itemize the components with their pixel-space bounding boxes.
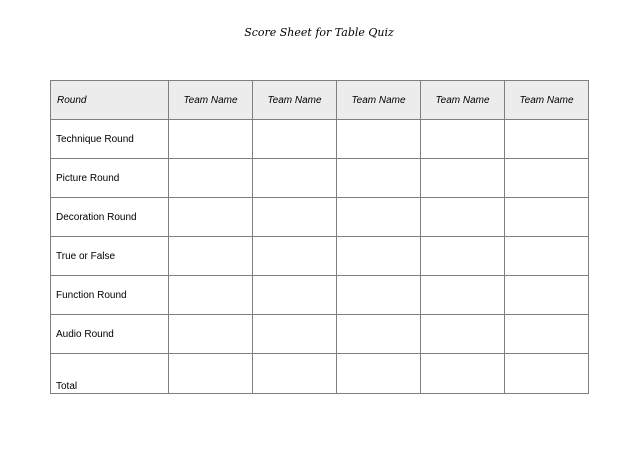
score-cell: [337, 237, 421, 276]
score-cell: [421, 276, 505, 315]
header-row: [51, 81, 589, 120]
total-cell: [421, 354, 505, 394]
score-cell: [337, 315, 421, 354]
column-header-team-2: Team Name: [253, 81, 337, 120]
row-label: True or False: [51, 237, 169, 276]
total-row: [51, 354, 589, 394]
score-cell: [337, 276, 421, 315]
score-cell: [169, 120, 253, 159]
row-label: Picture Round: [51, 159, 169, 198]
score-cell: [505, 237, 589, 276]
table-row: [51, 315, 589, 354]
table-row: [51, 237, 589, 276]
score-cell: [337, 198, 421, 237]
score-cell: [169, 237, 253, 276]
score-cell: [337, 120, 421, 159]
score-cell: [505, 315, 589, 354]
row-label: Function Round: [51, 276, 169, 315]
score-cell: [253, 120, 337, 159]
column-header-team-5: Team Name: [505, 81, 589, 120]
score-cell: [253, 237, 337, 276]
score-cell: [253, 198, 337, 237]
total-cell: [337, 354, 421, 394]
score-cell: [505, 276, 589, 315]
score-cell: [253, 315, 337, 354]
total-cell: [253, 354, 337, 394]
score-cell: [421, 237, 505, 276]
score-cell: [169, 159, 253, 198]
column-header-team-1: Team Name: [169, 81, 253, 120]
score-cell: [421, 315, 505, 354]
table-row: [51, 276, 589, 315]
column-header-team-4: Team Name: [421, 81, 505, 120]
row-label: Technique Round: [51, 120, 169, 159]
total-cell: [169, 354, 253, 394]
score-cell: [169, 315, 253, 354]
score-cell: [253, 159, 337, 198]
column-header-round: Round: [51, 81, 169, 120]
score-cell: [253, 276, 337, 315]
score-cell: [169, 198, 253, 237]
row-label: Audio Round: [51, 315, 169, 354]
score-cell: [169, 276, 253, 315]
score-cell: [337, 159, 421, 198]
score-cell: [505, 198, 589, 237]
score-cell: [505, 120, 589, 159]
score-cell: [421, 198, 505, 237]
page-title: Score Sheet for Table Quiz: [244, 26, 394, 39]
table-row: [51, 159, 589, 198]
score-table: [50, 80, 589, 394]
score-cell: [421, 159, 505, 198]
score-cell: [421, 120, 505, 159]
row-label-total: Total: [51, 354, 169, 394]
score-cell: [505, 159, 589, 198]
table-row: [51, 198, 589, 237]
column-header-team-3: Team Name: [337, 81, 421, 120]
table-row: [51, 120, 589, 159]
row-label: Decoration Round: [51, 198, 169, 237]
total-cell: [505, 354, 589, 394]
